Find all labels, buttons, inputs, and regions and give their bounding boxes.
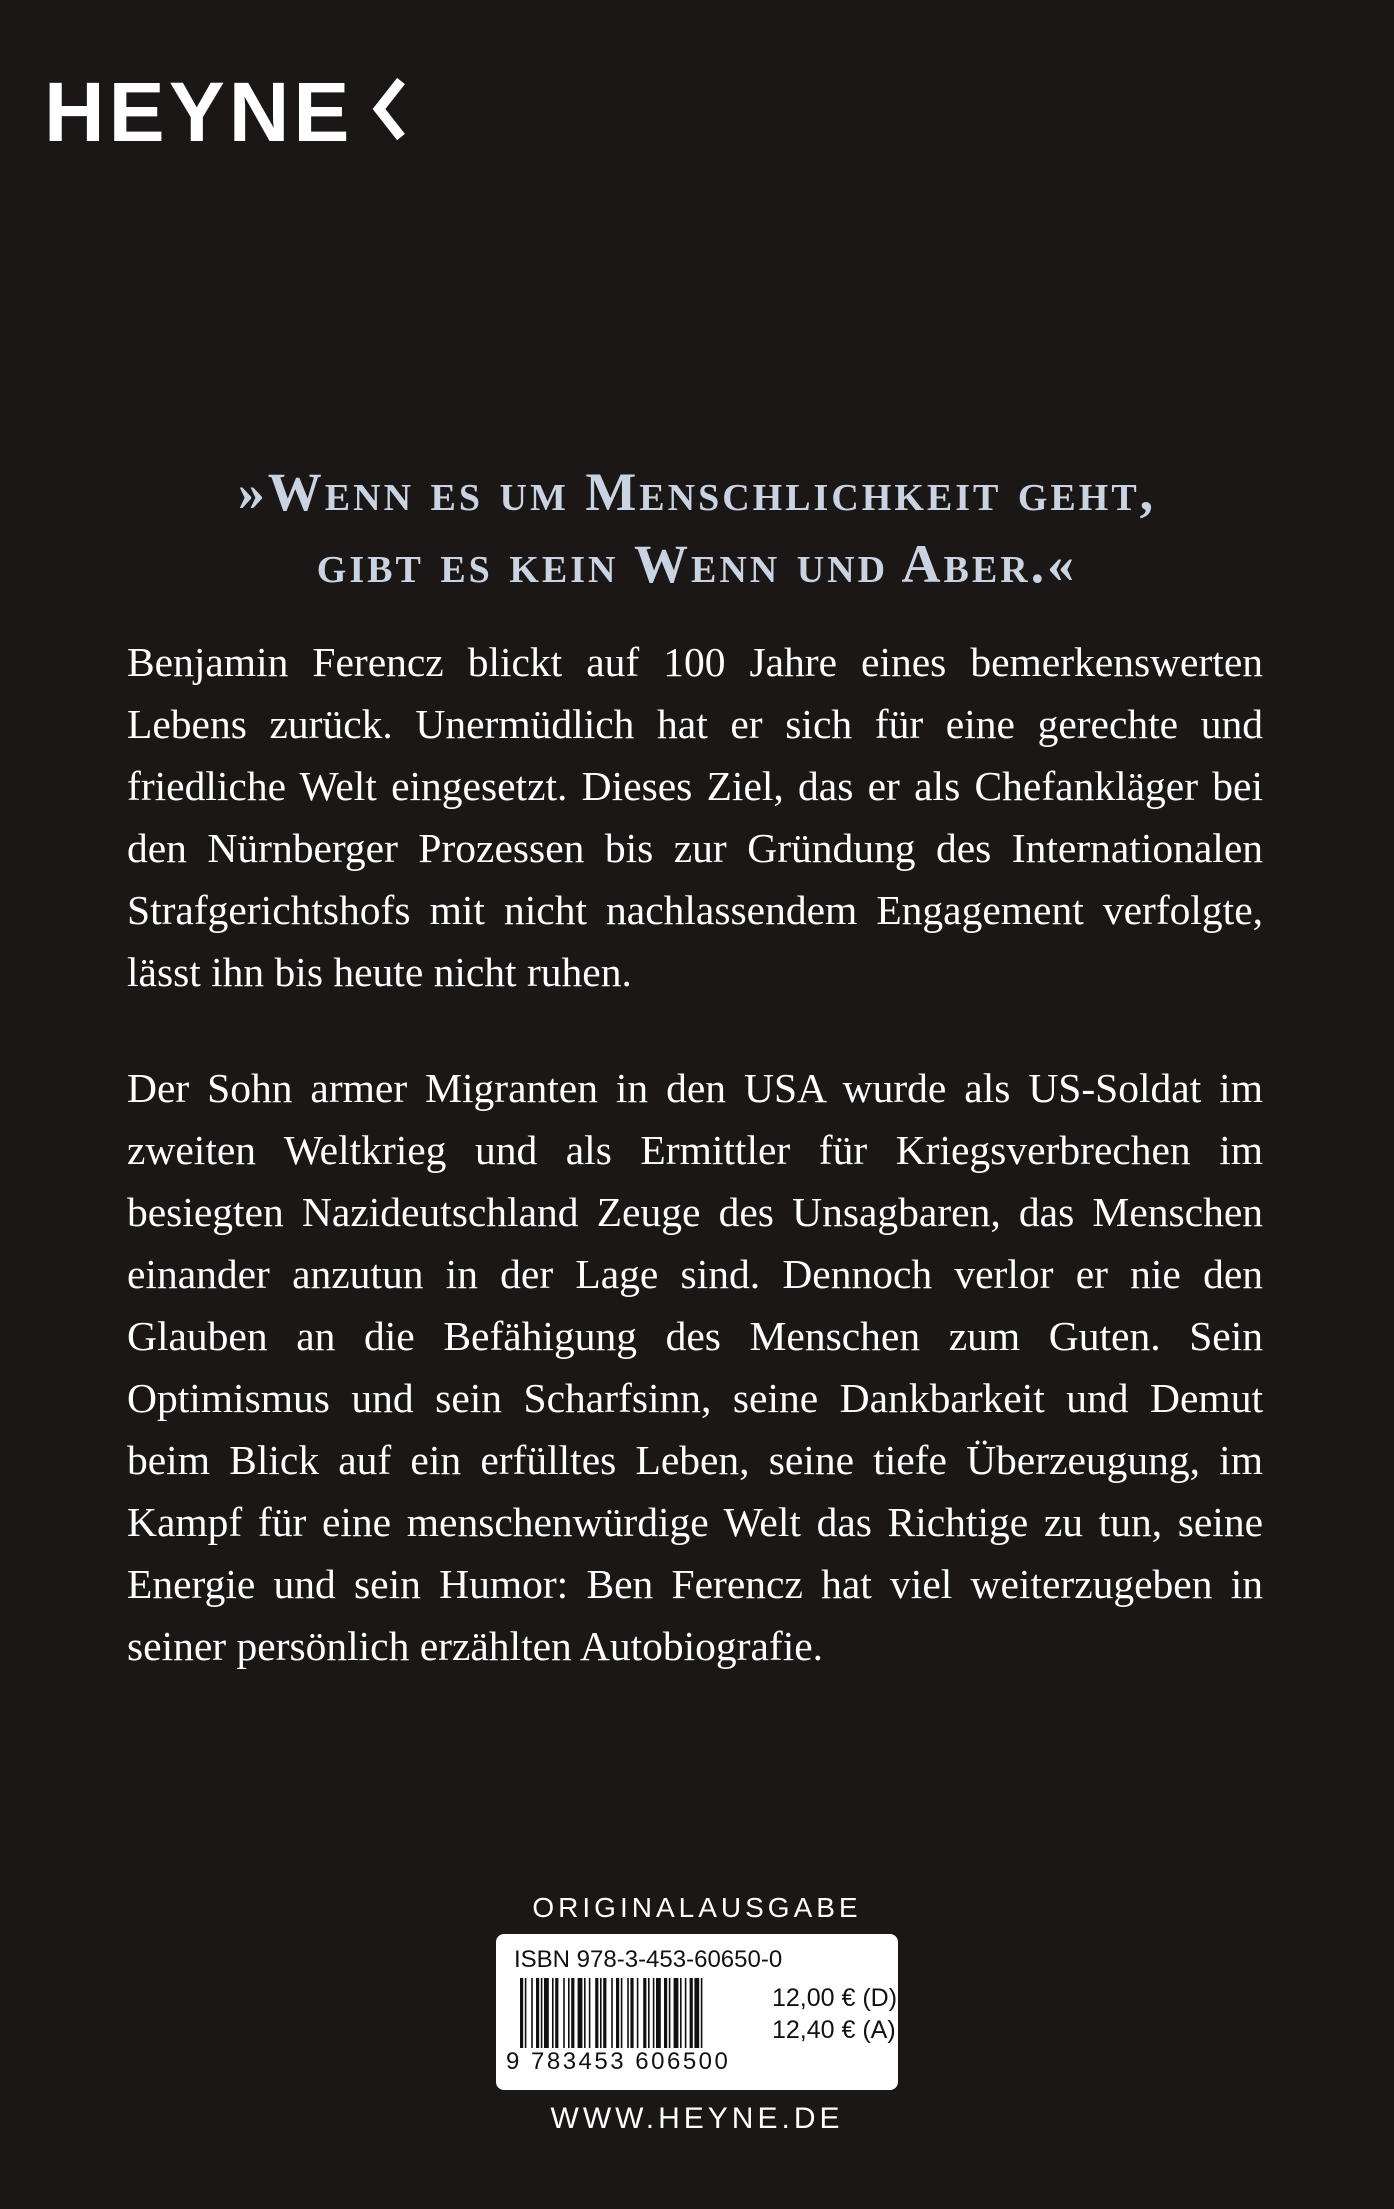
barcode-bar <box>694 1978 699 2048</box>
barcode-bar <box>571 1978 574 2048</box>
barcode-bar <box>531 1978 533 2048</box>
publisher-logo-text: HEYNE <box>44 65 354 159</box>
barcode-bar <box>627 1978 629 2048</box>
barcode-label <box>496 1934 898 2090</box>
barcode-bar <box>595 1978 598 2048</box>
price-germany: 12,00 € (D) <box>772 1984 898 2012</box>
barcode-bar <box>525 1978 527 2048</box>
isbn-text: ISBN 978-3-453-60650-0 <box>514 1946 783 1973</box>
barcode-bar <box>669 1978 671 2048</box>
barcode-icon <box>520 1978 756 2048</box>
blurb-paragraph-1: Benjamin Ferencz blickt auf 100 Jahre eines bemerkenswerten Lebens zurück. Unermüdlich hat er sich für eine gerechte und friedliche Welt eingesetzt. Dieses Ziel, das er als Chefankläger bei den Nürnberger Prozessen bis zur Gründung des Internationalen Strafgerichtshofs mit nicht nachlassendem Engagement verfolgte, lässt ihn bis heute nicht ruhen. <box>127 639 1263 995</box>
barcode-bar <box>648 1978 650 2048</box>
barcode-bar <box>552 1978 554 2048</box>
barcode-bar <box>584 1978 586 2048</box>
barcode-bar <box>701 1978 703 2048</box>
barcode-bar <box>656 1978 661 2048</box>
barcode-bar <box>578 1978 583 2048</box>
barcode-bar <box>621 1978 623 2048</box>
barcode-bar <box>611 1978 613 2048</box>
barcode-bar <box>589 1978 591 2048</box>
pull-quote <box>100 456 1294 600</box>
barcode-bar <box>568 1978 570 2048</box>
edition-label: ORIGINALAUSGABE <box>532 1892 862 1923</box>
blurb-paragraph-2: Der Sohn armer Migranten in den USA wurde als US-Soldat im zweiten Weltkrieg und als Ermittler für Kriegsverbrechen im besiegten Nazideutschland Zeuge des Unsagbaren, das Menschen einander anzutun in der Lage sind. Dennoch verlor er nie den Glauben an die Befähigung des Menschen zum Guten. Sein Optimismus und sein Scharfsinn, seine Dankbarkeit und Demut beim Blick auf ein erfülltes Leben, seine tiefe Überzeugung, im Kampf für eine menschenwürdige Welt das Richtige zu tun, seine Energie und sein Humor: Ben Ferencz hat viel weiterzugeben in seiner persönlich erzählten Autobiografie. <box>127 1065 1263 1669</box>
barcode-bar <box>600 1978 602 2048</box>
barcode-digits: 9 783453 606500 <box>506 2048 731 2075</box>
publisher-logo <box>44 65 407 159</box>
price-austria: 12,40 € (A) <box>772 2016 896 2044</box>
barcode-bar <box>603 1978 606 2048</box>
barcode-bar <box>680 1978 682 2048</box>
barcode-bar <box>637 1978 639 2048</box>
barcode-bar <box>536 1978 539 2048</box>
barcode-bar <box>630 1978 633 2048</box>
pull-quote-line-1: »Wenn es um Menschlichkeit geht, <box>237 462 1157 522</box>
barcode-bar <box>555 1978 558 2048</box>
barcode-bar <box>685 1978 687 2048</box>
barcode-bar <box>616 1978 619 2048</box>
barcode-bar <box>544 1978 549 2048</box>
barcode-bar <box>653 1978 655 2048</box>
barcode-bar <box>563 1978 565 2048</box>
chevron-left-icon <box>371 70 407 154</box>
barcode-bar <box>664 1978 667 2048</box>
barcode-bar <box>643 1978 646 2048</box>
blurb-text <box>127 631 1263 1731</box>
barcode-bar <box>541 1978 543 2048</box>
pull-quote-line-2: gibt es kein Wenn und Aber.« <box>316 534 1078 594</box>
barcode-bar <box>520 1978 523 2048</box>
barcode-bar <box>690 1978 693 2048</box>
website-url: WWW.HEYNE.DE <box>550 2102 844 2135</box>
barcode-bar <box>674 1978 679 2048</box>
